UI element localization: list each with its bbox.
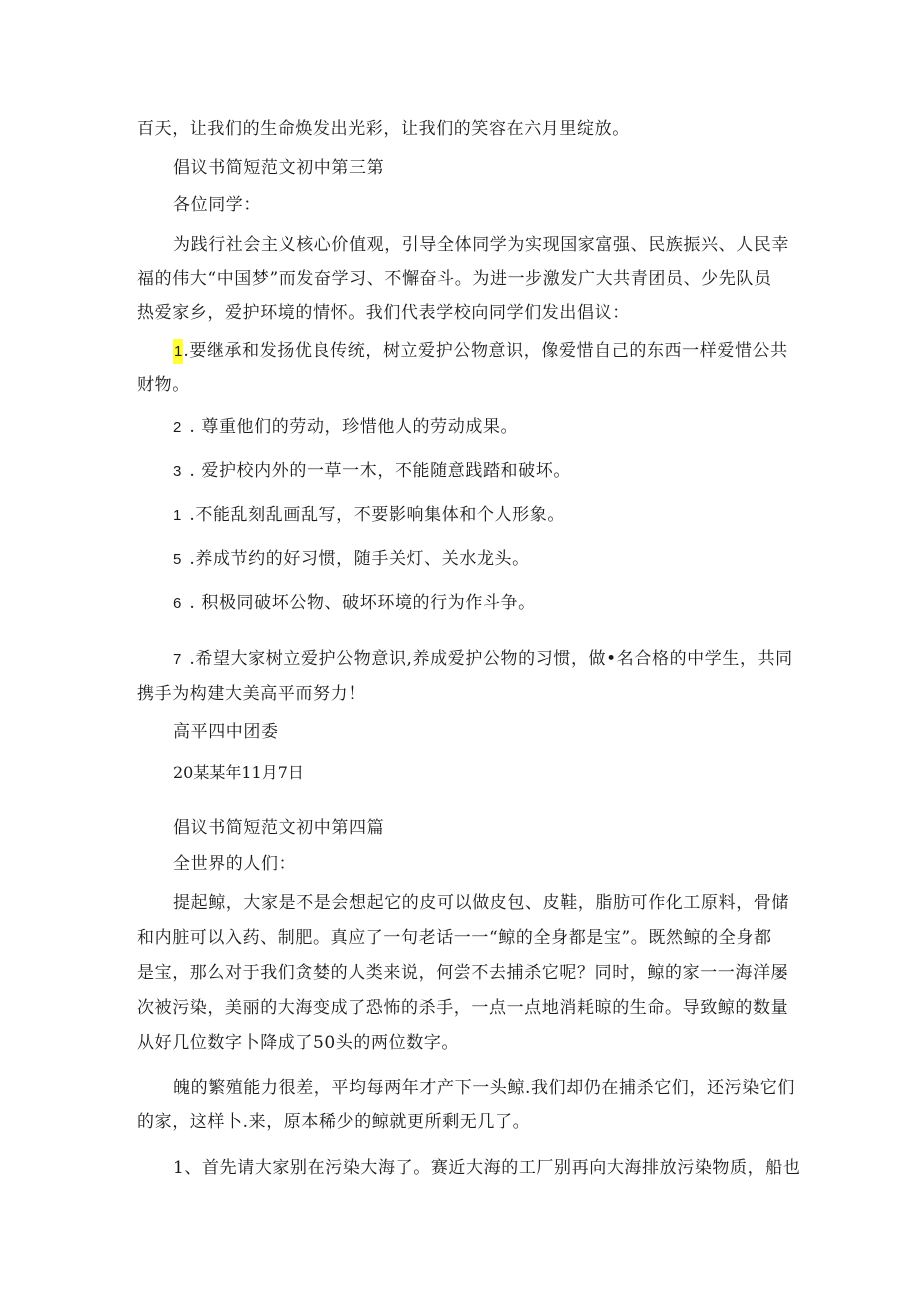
paragraph-line: 和内脏可以入药、制肥。真应了一句老话一一“鲸的全身都是宝”。既然鲸的全身都: [137, 928, 772, 948]
list-item-text: .希望大家树立爱护公物意识,养成爱护公物的习惯，做•名合格的中学生，共同: [189, 649, 793, 669]
paragraph-line: 魄的繁殖能力很差，平均每两年才产下一头鲸.我们却仍在捕杀它们，还污染它们: [173, 1078, 796, 1098]
paragraph-line: 从好几位数字卜降成了50头的两位数字。: [137, 1033, 460, 1053]
signature: 高平四中团委: [173, 722, 279, 742]
salutation: 各位同学：: [173, 195, 261, 215]
list-item: [173, 341, 788, 362]
section-heading-4: 倡议书简短范文初中第四篇: [173, 818, 385, 838]
list-number: 7: [173, 651, 182, 668]
highlighted-number: 1: [173, 339, 183, 364]
list-item-text: .要继承和发扬优良传统，树立爱护公物意识，像爱惜自己的东西一样爱惜公共: [183, 341, 788, 361]
list-item: [173, 417, 518, 438]
list-number: 3: [173, 463, 182, 480]
list-number: 2: [173, 419, 182, 436]
paragraph-line: 的家，这样卜.来，原本稀少的鲸就更所剩无几了。: [137, 1112, 531, 1132]
paragraph-line: 是宝，那么对于我们贪婪的人类来说，何尝不去捕杀它呢？同时，鲸的家一一海洋屡: [137, 963, 789, 983]
list-item-text: . 积极同破坏公物、破坏环境的行为作斗争。: [189, 593, 536, 613]
paragraph-line: 福的伟大“中国梦”而发奋学习、不懈奋斗。为进一步激发广大共青团员、少先队员: [137, 269, 772, 289]
salutation: 全世界的人们：: [173, 854, 297, 874]
list-item-text: .不能乱刻乱画乱写，不要影响集体和个人形象。: [189, 505, 565, 525]
paragraph-line: 1、首先请大家别在污染大海了。赛近大海的工厂别再向大海排放污染物质，船也: [173, 1158, 801, 1178]
list-item: [173, 505, 565, 526]
paragraph-line: 提起鲸，大家是不是会想起它的皮可以做皮包、皮鞋，脂肪可作化工原料，骨储: [173, 893, 789, 913]
section-heading-3: 倡议书简短范文初中第三第: [173, 158, 385, 178]
list-number: 5: [173, 551, 182, 568]
list-item-text: . 尊重他们的劳动，珍惜他人的劳动成果。: [189, 417, 519, 437]
list-number: 1: [173, 507, 182, 524]
paragraph-line: 为践行社会主义核心价值观，引导全体同学为实现国家富强、民族振兴、人民幸: [173, 235, 789, 255]
paragraph-line: 热爱家乡，爱护环境的情怀。我们代表学校向同学们发出倡议：: [137, 303, 630, 323]
list-item-text: .养成节约的好习惯，随手关灯、关水龙头。: [189, 549, 530, 569]
list-item-continuation: 财物。: [137, 375, 190, 395]
list-item: [173, 549, 530, 570]
list-number: 6: [173, 595, 182, 612]
list-item: [173, 461, 571, 482]
list-item: [173, 649, 793, 670]
paragraph-line: 次被污染，美丽的大海变成了恐怖的杀手，一点一点地消耗晾的生命。导致鲸的数量: [137, 998, 789, 1018]
list-item: [173, 593, 536, 614]
text-line: 百天，让我们的生命焕发出光彩，让我们的笑容在六月里绽放。: [137, 119, 630, 139]
list-item-continuation: 携手为构建大美高平而努力！: [137, 684, 366, 704]
date: 20某某年11月7日: [173, 763, 304, 782]
list-item-text: . 爱护校内外的一草一木，不能随意践踏和破坏。: [189, 461, 571, 481]
